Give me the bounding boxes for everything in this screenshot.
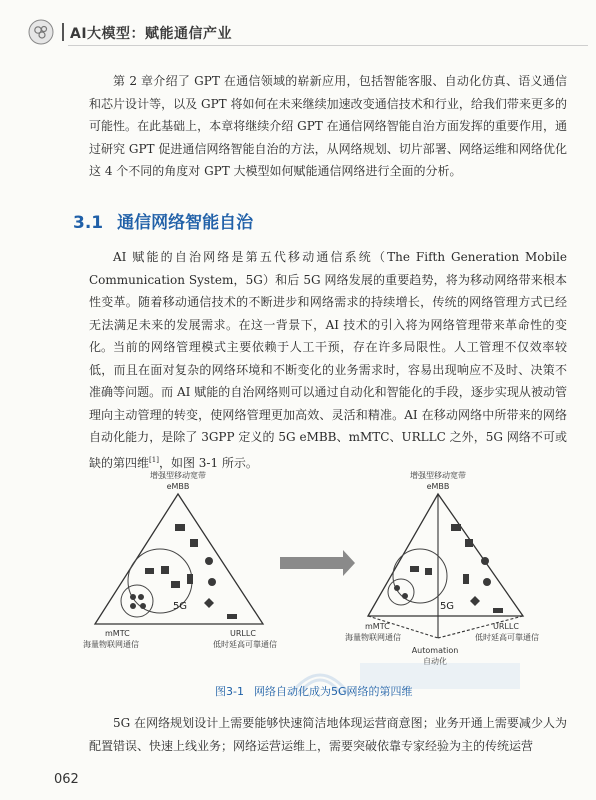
caption-text: 网络自动化成为5G网络的第四维: [253, 685, 413, 698]
reference-mark: [1]: [149, 455, 159, 464]
left-top-en: eMBB: [166, 482, 190, 491]
house-icon: [425, 568, 432, 575]
figure-3-1: [75, 466, 565, 666]
phone-icon: [463, 574, 469, 584]
right-device-icons: [394, 524, 503, 613]
camera-icon: [190, 539, 198, 547]
vehicle-icon: [227, 614, 237, 619]
right-center-5g: 5G: [439, 601, 455, 612]
right-diagram: [345, 470, 539, 666]
right-top-en: eMBB: [426, 482, 450, 491]
left-bl-cn: 海量物联网通信: [83, 640, 139, 649]
right-pyramid-front: [368, 494, 523, 616]
diamond-icon: [204, 598, 214, 608]
left-small-circle: [121, 585, 153, 617]
right-br-en: URLLC: [493, 622, 519, 631]
left-bl-en: mMTC: [105, 629, 130, 638]
tv-icon: [171, 581, 180, 588]
left-br-cn: 低时延高可靠通信: [213, 640, 277, 649]
paragraph-planning: 5G 在网络规划设计上需要能够快速简洁地体现运营商意图；业务开通上需要减少人为配置错误、快速上线业务；网络运营运维上，需要突破依靠专家经验为主的传统运营: [89, 716, 567, 753]
paragraph-text: 当前的网络管理模式主要依赖于人工干预，存在许多局限性。人工管理不仅效率较低，而且在面对复杂的网络环境和不断变化的业务需求时，容易出现响应不及时、决策不准确等问题。而 AI 赋能的自治网络则可以通过自动化和智能化的手段，逐步实现从被动管理向主动管理的转变，使网络管理更加高效、灵活和精准。AI 在移动网络中所带来的网络自动化能力，是除了 3GPP 定义的 5G eMBB、mMTC、URLLC 之外，5G 网络不可或缺的第四维: [89, 340, 567, 470]
transition-arrow-icon: [280, 550, 355, 576]
left-diagram: [83, 470, 277, 649]
globe-icon: [481, 557, 489, 565]
tracker-icon: [140, 603, 146, 609]
diamond-icon: [470, 596, 480, 606]
header-divider: [62, 23, 64, 41]
brain-logo-icon: [28, 19, 54, 45]
running-title: AI大模型：赋能通信产业: [70, 26, 233, 42]
gear-icon: [208, 578, 216, 586]
section-number: 3.1: [73, 213, 104, 233]
sensor-icon: [394, 585, 400, 591]
header-rule: [68, 45, 588, 46]
right-big-circle: [393, 549, 447, 603]
gear-icon: [483, 578, 491, 586]
globe-icon: [205, 557, 213, 565]
right-small-circle: [388, 579, 414, 605]
printer-icon: [175, 524, 185, 531]
printer-icon: [451, 524, 461, 531]
section-title: 通信网络智能自治: [117, 213, 254, 233]
house-icon: [161, 566, 169, 574]
right-top-cn: 增强型移动宽带: [410, 471, 466, 480]
figure-caption: [215, 683, 413, 699]
paragraph-intro: 第 2 章介绍了 GPT 在通信领域的崭新应用，包括智能客服、自动化仿真、语义通信和芯片设计等，以及 GPT 将如何在未来继续加速改变通信技术和行业，给我们带来更多的可能性。在此基础上，本章将继续介绍 GPT 在通信网络智能自治方面发挥的重要作用，通过研究 GPT 促进通信网络智能自治的方法，从网络规划、切片部署、网络运维和网络优化这 4 个不同的角度对 GPT 大模型如何赋能通信网络进行全面的分析。: [89, 74, 567, 178]
sensor-icon: [130, 594, 136, 600]
right-bottom-cn: 自动化: [423, 657, 447, 666]
section-heading: [73, 208, 253, 233]
car-icon: [145, 568, 154, 574]
page-number: 062: [54, 772, 79, 787]
paragraph-network-management: [89, 336, 567, 474]
right-bottom-en: Automation: [411, 646, 459, 655]
right-bl-en: mMTC: [365, 622, 390, 631]
car-icon: [410, 566, 419, 572]
tag-icon: [402, 593, 408, 599]
tag-icon: [130, 603, 136, 609]
left-center-5g: 5G: [172, 601, 188, 612]
left-top-cn: 增强型移动宽带: [150, 471, 206, 480]
camera-icon: [465, 539, 473, 547]
right-br-cn: 低时延高可靠通信: [475, 633, 539, 642]
caption-number: 图3-1: [215, 685, 244, 698]
vehicle-icon: [493, 608, 503, 613]
phone-icon: [187, 574, 193, 584]
paragraph-text-end: ，如图 3-1 所示。: [158, 455, 258, 470]
left-br-en: URLLC: [230, 629, 256, 638]
paragraph-autonomous-network: AI 赋能的自治网络是第五代移动通信系统（The Fifth Generation Mobile Communication System，5G）和后 5G 网络发展的重要趋势，将为移动网络带来根本性变革。随着移动通信技术的不断进步和网络需求的持续增长，传统的网络管理方式已经无法满足未来的发展需求。在这一背景下，AI 技术的引入将为网络管理带来革命性的变化。: [89, 250, 567, 354]
right-bl-cn: 海量物联网通信: [345, 633, 401, 642]
meter-icon: [138, 594, 144, 600]
page-header: [28, 19, 588, 45]
